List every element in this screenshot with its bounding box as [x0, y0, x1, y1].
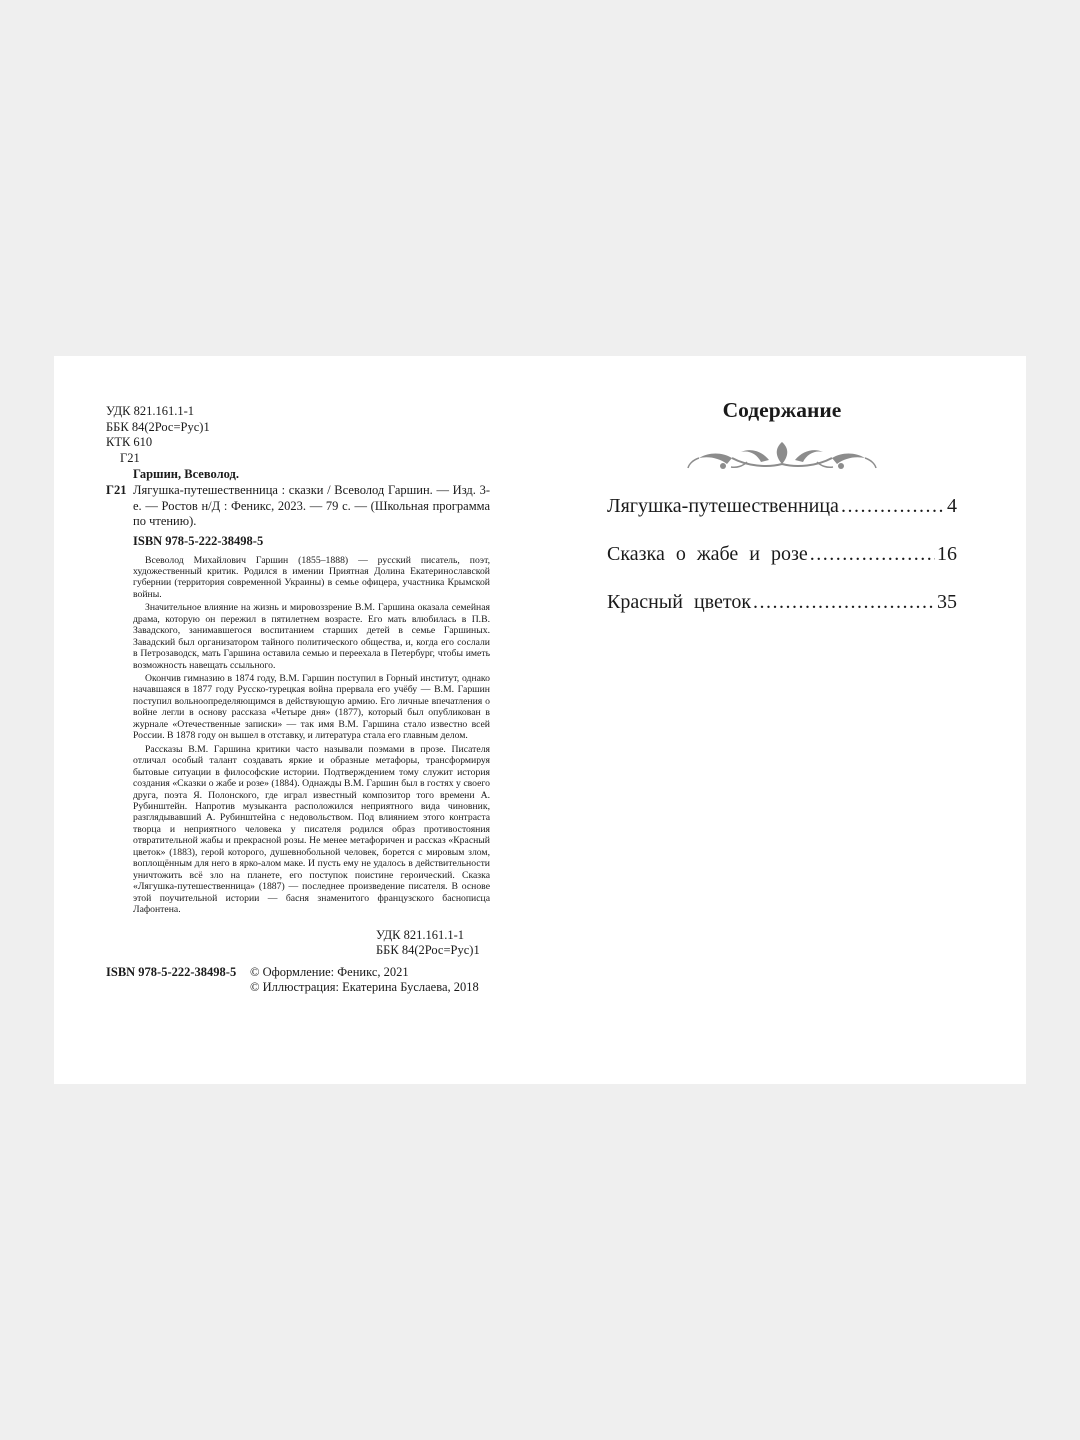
imprint-footer: [106, 965, 490, 996]
bbk-code-repeat: ББК 84(2Рос=Рус)1: [376, 943, 480, 958]
author-heading: Гаршин, Всеволод.: [133, 467, 239, 481]
contents-title: Содержание: [722, 398, 842, 422]
isbn-main: ISBN 978-5-222-38498-5: [133, 533, 264, 548]
toc-entry: [607, 590, 957, 638]
bibliographic-description: Лягушка-путешественница : сказки / Всеволод Гаршин. — Изд. 3-е. — Ростов н/Д : Феникс, 2023. — 79 с. — (Школьная программа по чтению).: [133, 483, 490, 528]
toc-leader-dots: [753, 590, 935, 614]
bbk-code: ББК 84(2Рос=Рус)1: [106, 419, 210, 434]
annotation-paragraph: Значительное влияние на жизнь и мировоззрение В.М. Гаршина оказала семейная драма, которую он пережил в пятилетнем возрасте. Его мать влюбилась в П.В. Завадского, занимавшегося воспитанием старших детей в семье Гаршиных. Завадский был организатором тайного политического общества, и, когда его сослали в Петрозаводск, мать Гаршина оставила семью и переехала в Петербург, чтобы иметь возможность навещать ссыльного.: [133, 602, 490, 671]
copyright-design: © Оформление: Феникс, 2021: [250, 964, 409, 979]
annotation: [133, 555, 490, 916]
toc-entry-page: 4: [947, 495, 957, 517]
ktk-code: КТК 610: [106, 435, 153, 449]
toc-entry-title: Сказка о жабе и розе: [607, 543, 808, 565]
toc-entry: [607, 542, 957, 590]
copyright-credits: [250, 965, 490, 996]
contents-list: [607, 494, 957, 638]
floral-divider-icon: [687, 438, 877, 472]
classification-codes: [106, 404, 490, 451]
annotation-paragraph: Окончив гимназию в 1874 году, В.М. Гаршин поступил в Горный институт, однако начавшаяся в 1877 году Русско-турецкая война прервала его учёбу — В.М. Гаршин поступил вольноопределяющимся в действующую армию. Его личные впечатления о войне легли в основу рассказа «Четыре дня» (1877), который был опубликован в журнале «Отечественные записки» — так имя В.М. Гаршина стало известно всей России. В 1878 году он вышел в отставку, и литература стала его главным делом.: [133, 673, 490, 742]
author-mark: Г21: [120, 450, 140, 465]
classification-codes-repeat: [376, 928, 490, 959]
toc-leader-dots: [841, 494, 945, 518]
toc-entry-title: Лягушка-путешественница: [607, 495, 839, 517]
toc-entry-page: 16: [937, 543, 957, 565]
toc-leader-dots: [810, 542, 935, 566]
annotation-paragraph: Всеволод Михайлович Гаршин (1855–1888) — русский писатель, поэт, художественный критик. Родился в имении Приятная Долина Екатеринославской губернии (территория современной Украины) в семье офицера, участника Крымской войны.: [133, 554, 490, 600]
book-spread: [54, 356, 1026, 1084]
contents-page: [607, 396, 957, 638]
catalog-mark: Г21: [106, 483, 127, 497]
bibliographic-record: [106, 483, 490, 530]
toc-entry-title: Красный цветок: [607, 591, 752, 613]
copyright-illustration: © Иллюстрация: Екатерина Буслаева, 2018: [250, 980, 479, 995]
udk-code-repeat: УДК 821.161.1-1: [376, 927, 464, 942]
udk-code: УДК 821.161.1-1: [106, 404, 194, 418]
isbn-footer: ISBN 978-5-222-38498-5: [106, 964, 237, 979]
toc-entry-page: 35: [937, 591, 957, 613]
imprint-page: [106, 404, 490, 996]
annotation-paragraph: Рассказы В.М. Гаршина критики часто называли поэмами в прозе. Писателя отличал особый талант создавать яркие и образные метафоры, трансформируя бытовые ситуации в философские истории. Подтверждением тому служит история создания «Сказки о жабе и розе» (1884). Однажды В.М. Гаршин был в гостях у своего друга, поэта Я. Полонского, где играл известный композитор того времени А. Рубинштейн. Напротив музыканта расположился неприятного вида чиновник, разглядывавший А. Рубинштейна с недовольством. Под влиянием этого контраста творца и неприятного человека у писателя родился образ противостояния отвратительной жабы и прекрасной розы. Не менее метафоричен и рассказ «Красный цветок» (1883), герой которого, душевнобольной человек, борется с мировым злом, воплощённым для него в ярко-алом маке. И пусть ему не удалось в действительности уничтожить всё зло на планете, его поступок поистине героический. Сказка «Лягушка-путешественница» (1887) — последнее произведение писателя. В основе этой поучительной истории — басня знаменитого французского баснописца Лафонтена.: [133, 743, 490, 916]
toc-entry: [607, 494, 957, 542]
